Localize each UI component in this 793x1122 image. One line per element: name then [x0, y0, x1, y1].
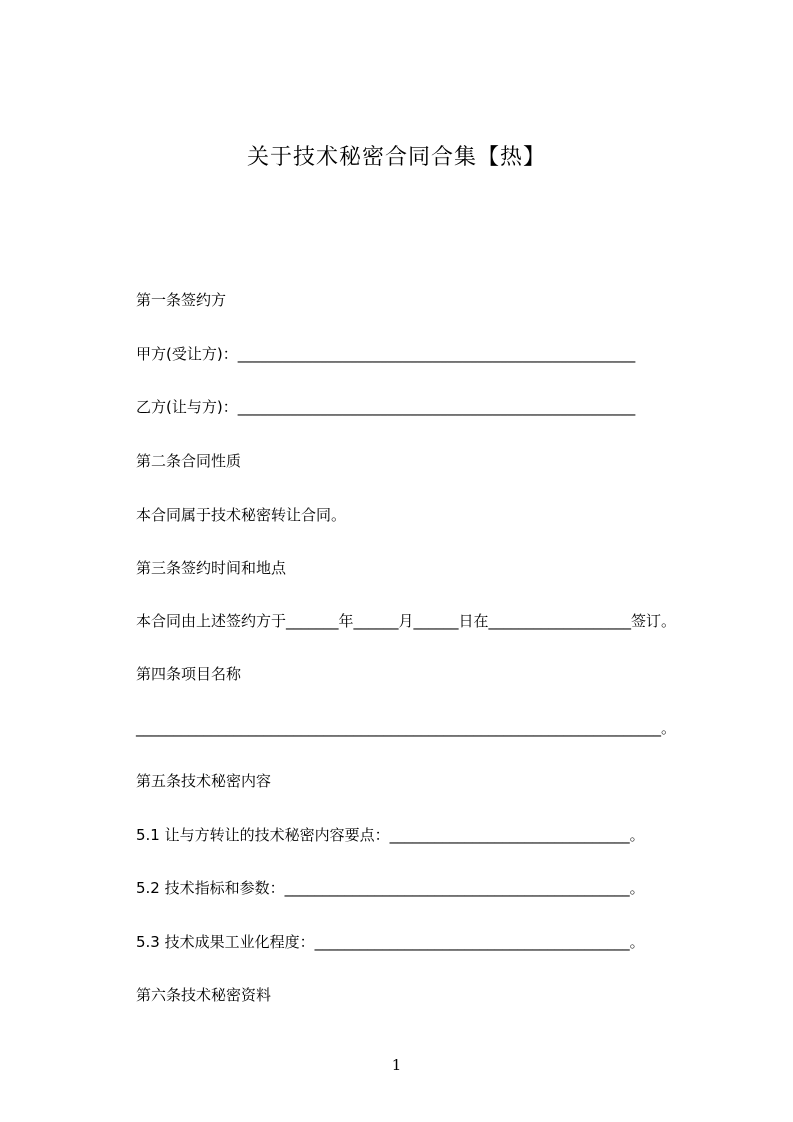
article-3-heading: 第三条签约时间和地点	[136, 559, 287, 577]
article-6-heading: 第六条技术秘密资料	[136, 986, 272, 1004]
project-name-field: ______________________________________________________________________。	[136, 719, 677, 737]
article-4-heading: 第四条项目名称	[136, 665, 242, 683]
clause-5-3: 5.3 技术成果工业化程度：__________________________________________。	[136, 933, 645, 951]
page-number: 1	[391, 1056, 402, 1074]
party-b-field: 乙方(让与方)：_____________________________________________________	[136, 398, 636, 416]
article-1-heading: 第一条签约方	[136, 291, 227, 309]
clause-5-2: 5.2 技术指标和参数：______________________________________________。	[136, 879, 645, 897]
article-2-heading: 第二条合同性质	[136, 452, 242, 470]
party-a-field: 甲方(受让方)：_____________________________________________________	[136, 345, 636, 363]
contract-nature-text: 本合同属于技术秘密转让合同。	[136, 506, 347, 524]
document-title: 关于技术秘密合同合集【热】	[246, 145, 546, 170]
article-5-heading: 第五条技术秘密内容	[136, 772, 272, 790]
signing-date-place-text: 本合同由上述签约方于_______年______月______日在___________________签订。	[136, 612, 677, 630]
clause-5-1: 5.1 让与方转让的技术秘密内容要点：________________________________。	[136, 826, 645, 844]
